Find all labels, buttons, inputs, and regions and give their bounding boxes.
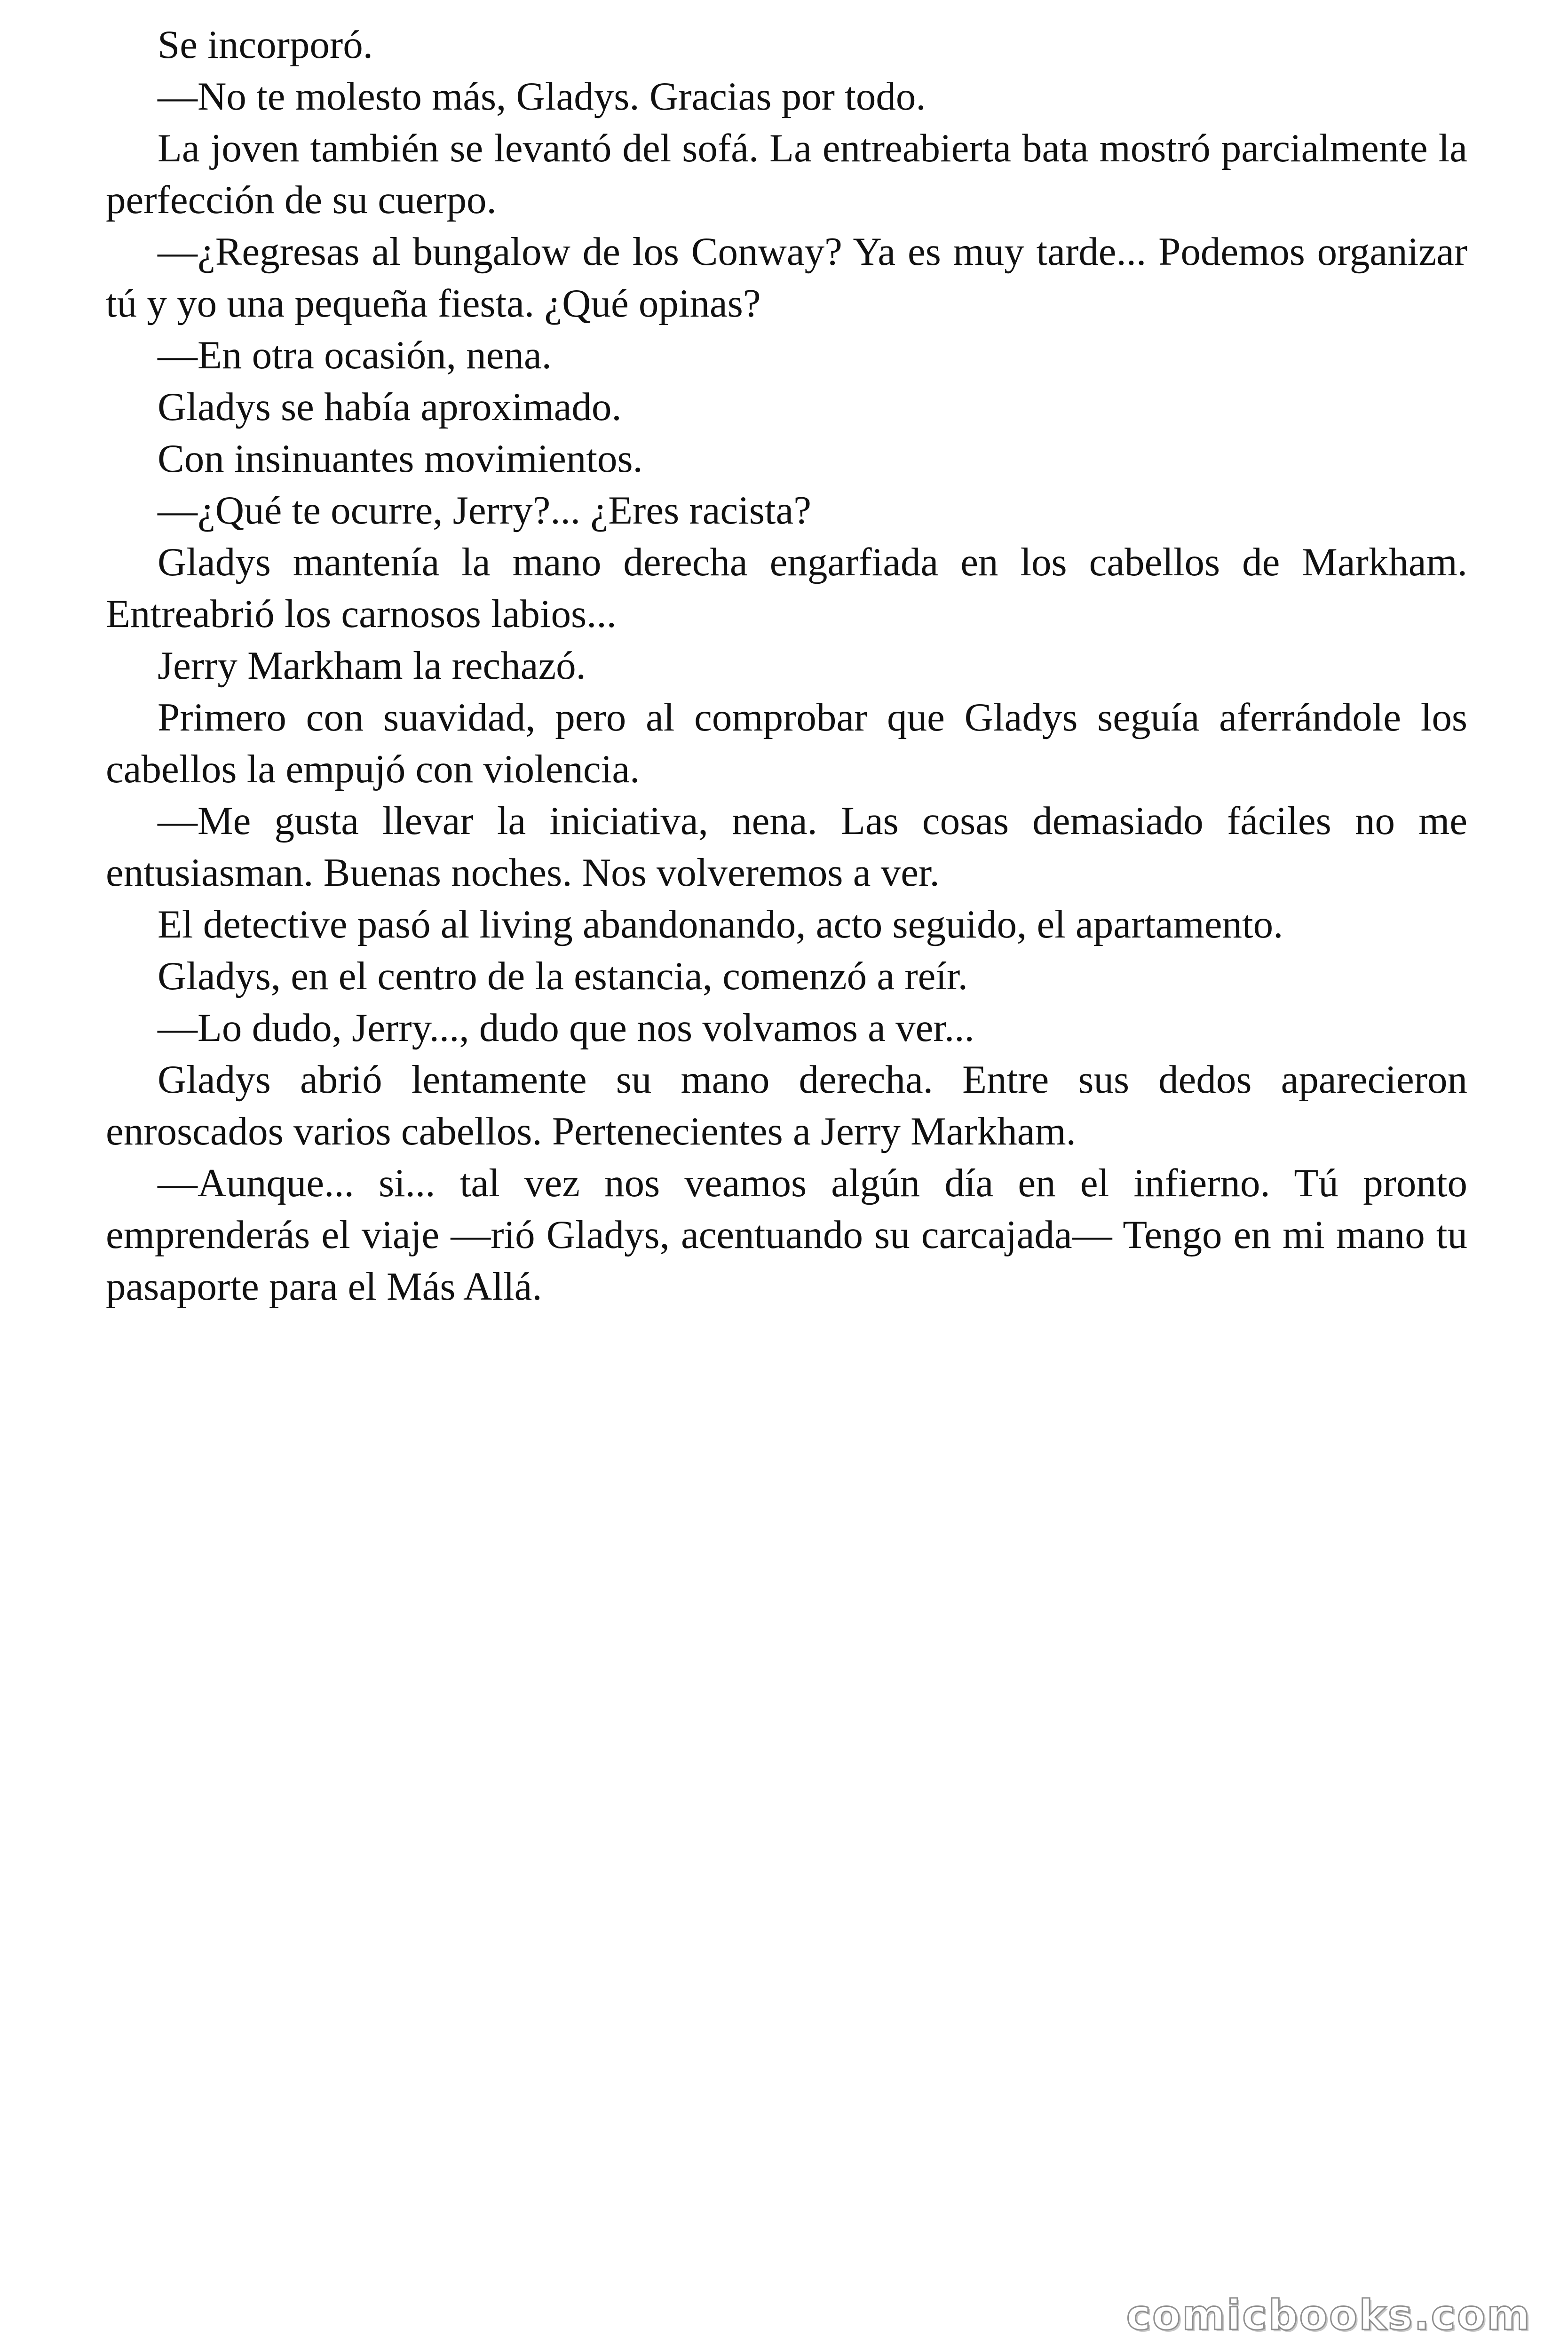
paragraph: —¿Regresas al bungalow de los Conway? Ya es muy tarde... Podemos organizar tú y yo una pequeña fiesta. ¿Qué opinas? [106, 230, 1467, 326]
paragraph: —No te molesto más, Gladys. Gracias por todo. [158, 74, 926, 119]
site-watermark: comicbooks.com [1126, 2291, 1531, 2339]
paragraph: Primero con suavidad, pero al comprobar que Gladys seguía aferrándole los cabellos la empujó con violencia. [106, 695, 1467, 791]
body-text [106, 19, 1467, 1312]
paragraph: La joven también se levantó del sofá. La entreabierta bata mostró parcialmente la perfección de su cuerpo. [106, 126, 1467, 222]
paragraph: —En otra ocasión, nena. [158, 333, 552, 377]
paragraph: Con insinuantes movimientos. [158, 437, 643, 481]
paragraph: Gladys se había aproximado. [158, 385, 622, 429]
paragraph: Gladys, en el centro de la estancia, comenzó a reír. [158, 954, 968, 998]
paragraph: Se incorporó. [158, 23, 373, 67]
paragraph: Jerry Markham la rechazó. [158, 644, 586, 688]
paragraph: —Me gusta llevar la iniciativa, nena. Las cosas demasiado fáciles no me entusiasman. Buenas noches. Nos volveremos a ver. [106, 799, 1467, 895]
paragraph: —¿Qué te ocurre, Jerry?... ¿Eres racista? [158, 488, 811, 532]
paragraph: —Lo dudo, Jerry..., dudo que nos volvamos a ver... [158, 1006, 974, 1050]
paragraph: —Aunque... si... tal vez nos veamos algún día en el infierno. Tú pronto emprenderás el viaje —rió Gladys, acentuando su carcajada— Tengo en mi mano tu pasaporte para el Más Allá. [106, 1161, 1467, 1309]
paragraph: Gladys mantenía la mano derecha engarfiada en los cabellos de Markham. Entreabrió los carnosos labios... [106, 540, 1467, 636]
paragraph: El detective pasó al living abandonando, acto seguido, el apartamento. [158, 902, 1283, 946]
paragraph: Gladys abrió lentamente su mano derecha. Entre sus dedos aparecieron enroscados varios cabellos. Pertenecientes a Jerry Markham. [106, 1057, 1467, 1153]
